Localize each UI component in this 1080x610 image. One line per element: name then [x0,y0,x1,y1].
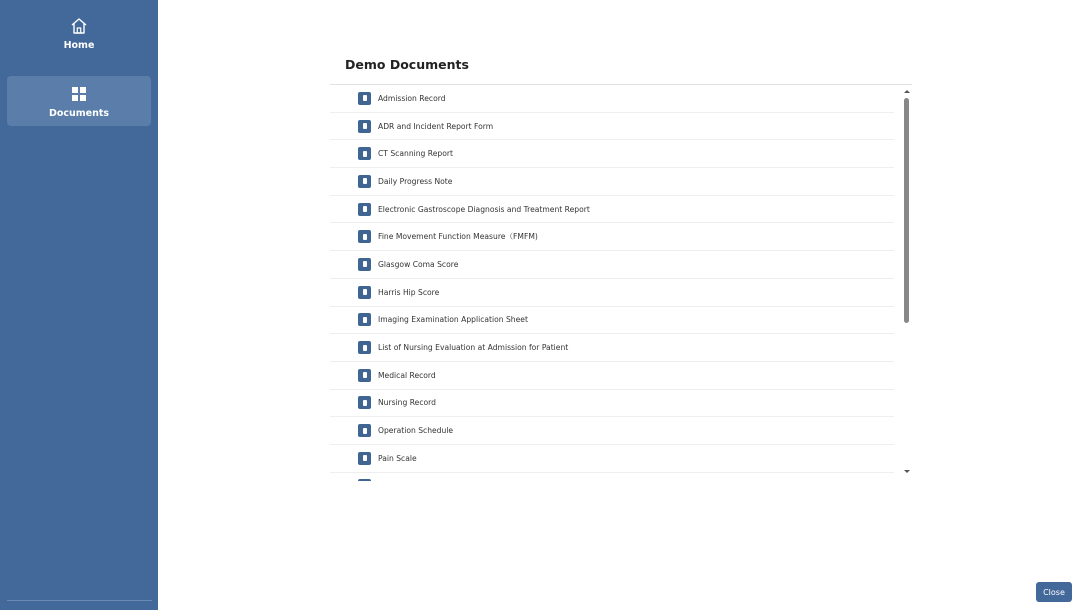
document-icon [358,286,371,299]
document-icon [358,175,371,188]
list-item[interactable] [330,140,894,168]
list-item[interactable] [330,362,894,390]
nav-documents-label: Documents [48,108,110,119]
nav-home-label: Home [63,40,95,51]
document-icon [358,230,371,243]
document-label: Admission Record [378,93,446,103]
page-title: Demo Documents [345,57,469,72]
document-label: Fine Movement Function Measure（FMFM) [378,232,538,242]
document-label: CT Scanning Report [378,149,453,159]
document-icon [358,203,371,216]
list-item[interactable] [330,390,894,418]
list-item-partial[interactable] [330,473,894,481]
document-label: Medical Record [378,370,436,380]
document-label: Harris Hip Score [378,287,440,297]
list-item[interactable] [330,251,894,279]
document-label: Pain Scale [378,453,417,463]
list-item[interactable] [330,168,894,196]
scrollbar-thumb[interactable] [904,98,909,323]
document-label: Nursing Record [378,398,436,408]
scrollbar[interactable] [902,88,912,478]
list-item[interactable] [330,307,894,335]
document-label: Imaging Examination Application Sheet [378,315,528,325]
list-item[interactable] [330,196,894,224]
nav-home[interactable] [7,6,151,68]
document-label: ADR and Incident Report Form [378,121,494,131]
document-label: Operation Schedule [378,426,454,436]
list-item[interactable] [330,85,894,113]
sidebar-divider [7,600,152,601]
document-icon [358,92,371,105]
document-icon [358,258,371,271]
document-icon [358,424,371,437]
grid-icon [72,84,86,104]
document-icon [358,341,371,354]
list-item[interactable] [330,445,894,473]
document-label: Glasgow Coma Score [378,259,459,269]
list-item[interactable] [330,279,894,307]
document-icon [358,147,371,160]
document-icon [358,120,371,133]
list-item[interactable] [330,334,894,362]
list-item[interactable] [330,113,894,141]
list-item[interactable] [330,223,894,251]
home-icon [70,16,88,36]
document-icon [358,479,371,481]
document-list[interactable] [330,85,902,481]
scroll-down-arrow-icon[interactable] [904,470,910,473]
nav-documents[interactable] [7,76,151,126]
document-icon [358,313,371,326]
scroll-up-arrow-icon[interactable] [904,90,910,93]
document-label: List of Nursing Evaluation at Admission for Patient [378,343,569,353]
document-icon [358,396,371,409]
document-label: Electronic Gastroscope Diagnosis and Treatment Report [378,204,590,214]
close-button[interactable]: Close [1036,582,1072,602]
list-item[interactable] [330,417,894,445]
sidebar [0,0,158,610]
document-label: Daily Progress Note [378,176,453,186]
document-icon [358,369,371,382]
document-icon [358,452,371,465]
